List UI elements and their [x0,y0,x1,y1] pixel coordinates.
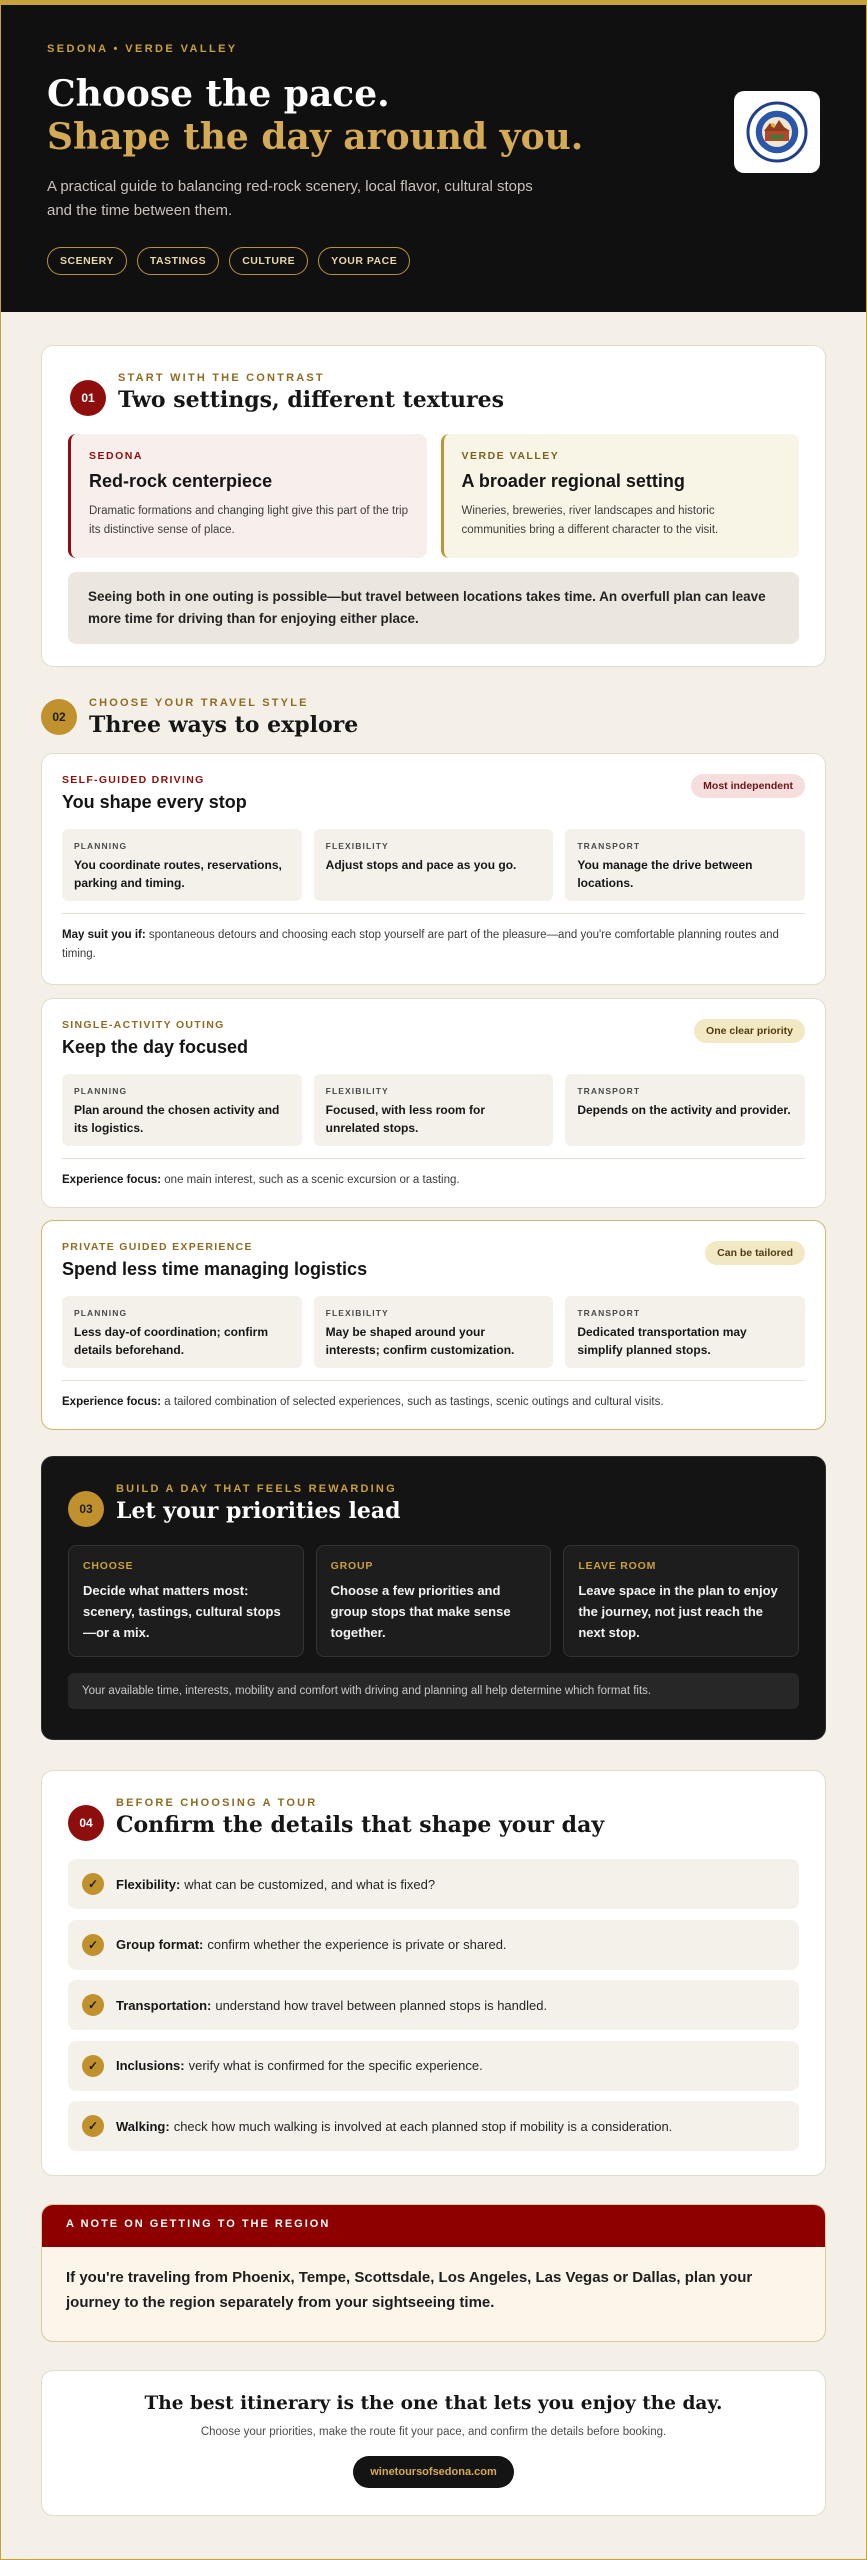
priorities-footnote: Your available time, interests, mobility and comfort with driving and planning all help determine which format fits. [68,1673,799,1709]
style-badge: Can be tailored [705,1241,805,1265]
style-footnote [62,1158,805,1190]
panel-title: A broader regional setting [461,471,685,491]
checklist-item-flexibility [68,1859,799,1909]
section-title: Let your priorities lead [116,1498,401,1524]
cell-value: Adjust stops and pace as you go. [325,858,517,872]
footnote-text: spontaneous detours and choosing each stop yourself are part of the pleasure—and you're comfortable planning routes and timing. [62,929,779,960]
footnote-text: a tailored combination of selected experiences, such as tastings, scenic outings and cultural visits. [164,1396,664,1408]
flexibility-cell [314,1074,554,1146]
checklist-item-walking [68,2101,799,2151]
style-attributes [62,829,805,901]
hero-banner [1,0,866,312]
hero-kicker: SEDONA • VERDE VALLEY [47,43,238,55]
priority-group [316,1545,552,1657]
cell-label: TRANSPORT [577,1308,641,1318]
cell-label: PLANNING [74,1308,128,1318]
city-seal-logo [734,91,820,173]
panel-text: Wineries, breweries, river landscapes and historic communities bring a different character to the visit. [461,505,719,536]
style-card-single-activity [41,998,826,1208]
tag-scenery[interactable]: SCENERY [47,247,127,275]
check-icon: ✓ [82,1994,104,2016]
section-eyebrow: CHOOSE YOUR TRAVEL STYLE [89,697,309,709]
cell-label: TRANSPORT [577,841,641,851]
priority-choose [68,1545,304,1657]
planning-cell [62,1296,302,1368]
check-icon: ✓ [82,2115,104,2137]
priority-text: Choose a few priorities and group stops that make sense together. [330,1583,511,1640]
panel-label: SEDONA [89,450,143,462]
check-text: check how much walking is involved at each planned stop if mobility is a consideration. [173,2118,673,2134]
priority-leave-room [563,1545,799,1657]
checklist-item-group-format [68,1920,799,1970]
priority-text: Decide what matters most: scenery, tastings, cultural stops—or a mix. [83,1583,281,1640]
contrast-panels [68,434,799,558]
cell-value: Dedicated transportation may simplify planned stops. [577,1325,747,1357]
style-footnote [62,913,805,964]
check-label: Transportation: [116,1997,212,2013]
verde-valley-panel [441,434,800,558]
transport-cell [565,829,805,901]
panel-label: VERDE VALLEY [461,450,560,462]
check-text: verify what is confirmed for the specific experience. [188,2058,483,2073]
section-contrast [41,345,826,667]
hero-lede: A practical guide to balancing red-rock scenery, local flavor, cultural stops and the time between them. [47,178,533,219]
check-text: confirm whether the experience is private or shared. [207,1937,507,1952]
priority-steps [68,1545,799,1657]
style-title: Keep the day focused [62,1037,249,1057]
check-icon: ✓ [82,2055,104,2077]
panel-text: Dramatic formations and changing light give this part of the trip its distinctive sense of place. [89,505,408,536]
section-title: Confirm the details that shape your day [116,1812,605,1838]
style-title: You shape every stop [62,792,247,812]
closing-card [41,2370,826,2516]
footnote-text: one main interest, such as a scenic excursion or a tasting. [164,1174,460,1186]
region-note [41,2204,826,2342]
style-badge: One clear priority [694,1019,805,1043]
travel-time-note: Seeing both in one outing is possible—but travel between locations takes time. An overfull plan can leave more time for driving than for enjoying either place. [68,572,799,644]
section-eyebrow: START WITH THE CONTRAST [118,372,325,384]
style-attributes [62,1074,805,1146]
section-eyebrow: BEFORE CHOOSING A TOUR [116,1797,318,1809]
sedona-panel [68,434,427,558]
checklist-item-inclusions [68,2041,799,2091]
cell-value: Focused, with less room for unrelated stops. [325,1103,486,1135]
section-number-badge: 02 [41,699,77,735]
tag-culture[interactable]: CULTURE [229,247,308,275]
cell-value: Plan around the chosen activity and its logistics. [74,1103,280,1135]
check-label: Walking: [116,2118,170,2134]
style-attributes [62,1296,805,1368]
cell-label: TRANSPORT [577,1086,641,1096]
tag-tastings[interactable]: TASTINGS [137,247,219,275]
style-footnote [62,1380,805,1412]
hero-title [47,73,820,159]
style-eyebrow: SELF-GUIDED DRIVING [62,774,205,786]
cell-value: May be shaped around your interests; confirm customization. [325,1325,515,1357]
checklist [68,1859,799,2151]
priority-text: Leave space in the plan to enjoy the journey, not just reach the next stop. [578,1583,778,1640]
tag-your-pace[interactable]: YOUR PACE [318,247,410,275]
section-title: Two settings, different textures [118,387,504,413]
section-number-badge: 04 [68,1805,104,1841]
cell-label: FLEXIBILITY [325,1308,389,1318]
style-card-private-guided [41,1220,826,1430]
style-eyebrow: PRIVATE GUIDED EXPERIENCE [62,1241,253,1253]
section-eyebrow: BUILD A DAY THAT FEELS REWARDING [116,1483,397,1495]
cell-value: Less day-of coordination; confirm details beforehand. [74,1325,269,1357]
priority-label: GROUP [330,1560,374,1572]
style-title: Spend less time managing logistics [62,1259,368,1279]
style-card-self-guided [41,753,826,985]
section-4-header [68,1797,799,1841]
section-checklist [41,1770,826,2176]
transport-cell [565,1074,805,1146]
cell-label: FLEXIBILITY [325,841,389,851]
check-text: understand how travel between planned stops is handled. [215,1997,548,2013]
region-note-heading: A NOTE ON GETTING TO THE REGION [42,2205,825,2247]
footnote-label: May suit you if: [62,929,146,941]
section-1-header [68,372,799,416]
closing-title: The best itinerary is the one that lets you enjoy the day. [144,2393,723,2414]
planning-cell [62,829,302,901]
priority-label: LEAVE ROOM [578,1560,657,1572]
priority-label: CHOOSE [83,1560,134,1572]
section-title: Three ways to explore [89,712,359,738]
section-priorities [41,1456,826,1740]
check-label: Group format: [116,1937,204,1952]
check-label: Flexibility: [116,1876,181,1892]
footnote-label: Experience focus: [62,1396,162,1408]
cell-value: You manage the drive between locations. [577,858,753,890]
city-seal-icon [746,101,808,163]
hero-tags [47,247,820,275]
section-number-badge: 01 [70,380,106,416]
flexibility-cell [314,829,554,901]
check-label: Inclusions: [116,2058,185,2073]
hero-title-line2: Shape the day around you. [47,116,584,158]
transport-cell [565,1296,805,1368]
section-number-badge: 03 [68,1491,104,1527]
check-text: what can be customized, and what is fixed? [184,1876,436,1892]
footnote-label: Experience focus: [62,1174,162,1186]
cell-label: PLANNING [74,1086,128,1096]
check-icon: ✓ [82,1873,104,1895]
region-note-text: If you're traveling from Phoenix, Tempe, Scottsdale, Los Angeles, Las Vegas or Dallas, plan your journey to the region separately from your sightseeing time. [66,2269,753,2311]
website-link-button[interactable]: winetoursofsedona.com [353,2456,514,2488]
checklist-item-transportation [68,1980,799,2030]
style-badge: Most independent [691,774,805,798]
style-eyebrow: SINGLE-ACTIVITY OUTING [62,1019,225,1031]
cell-label: FLEXIBILITY [325,1086,389,1096]
hero-title-line1: Choose the pace. [47,73,390,115]
flexibility-cell [314,1296,554,1368]
closing-text: Choose your priorities, make the route fit your pace, and confirm the details before booking. [200,2426,667,2438]
panel-title: Red-rock centerpiece [89,471,273,491]
planning-cell [62,1074,302,1146]
check-icon: ✓ [82,1934,104,1956]
section-3-header [68,1483,799,1527]
section-travel-style-header [41,697,826,738]
cell-value: Depends on the activity and provider. [577,1103,791,1117]
cell-label: PLANNING [74,841,128,851]
cell-value: You coordinate routes, reservations, parking and timing. [74,858,282,890]
